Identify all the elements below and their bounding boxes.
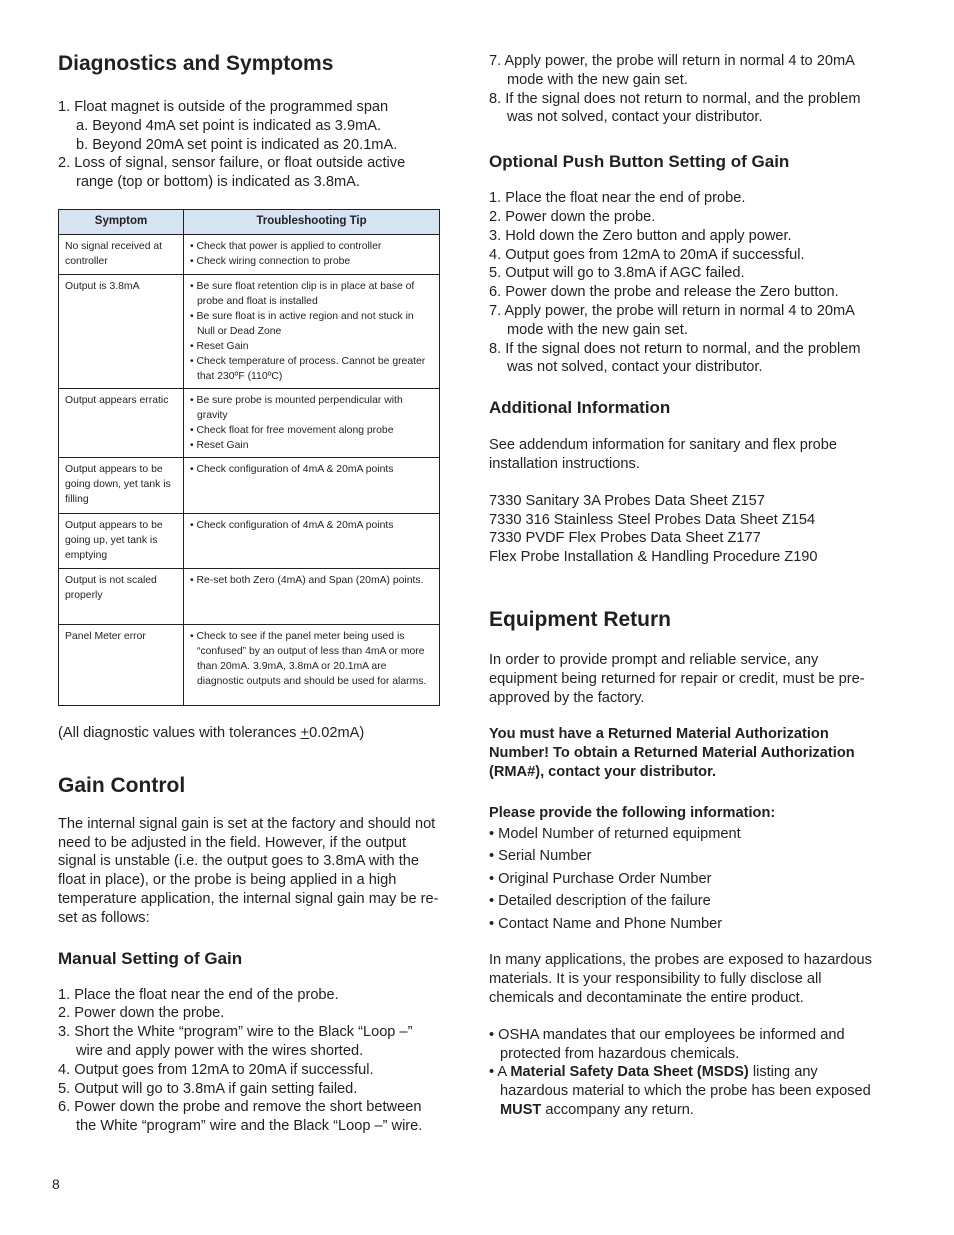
provide-info-list [489,823,879,936]
push-button-steps [489,189,879,377]
additional-info-paragraph: See addendum information for sanitary and flex probe installation instructions. [489,437,838,472]
tip-item: • Check wiring connection to probe [190,255,351,267]
hazard-paragraph: In many applications, the probes are exposed to hazardous materials. It is your responsibility to fully disclose all chemicals and decontaminate the entire product. [489,952,872,1007]
provide-item-text: Serial Number [498,848,592,865]
symptom-cell: Panel Meter error [59,624,184,705]
tip-item: • Check configuration of 4mA & 20mA points [190,463,394,475]
table-row [59,274,440,388]
push-step: 1. Place the float near the end of probe. [489,190,746,207]
tolerance-prefix: (All diagnostic values with tolerances [58,724,301,741]
diagnostic-subitem: a. Beyond 4mA set point is indicated as 3.9mA. [76,117,382,134]
table-row [59,388,440,457]
tip-item: • Check temperature of process. Cannot be greater that 230ºF (110ºC) [190,355,426,382]
msds-a: A [497,1064,511,1081]
tip-cell [184,274,440,388]
table-row [59,624,440,705]
tip-item: • Reset Gain [190,439,249,451]
tip-cell [184,624,440,705]
tip-cell [184,234,440,274]
osha-text: OSHA mandates that our employees be informed and protected from hazardous chemicals. [498,1026,845,1062]
left-column [58,48,442,1136]
push-step: 7. Apply power, the probe will return in normal 4 to 20mA mode with the new gain set. [489,302,855,338]
msds-bold: Material Safety Data Sheet (MSDS) [510,1064,749,1081]
gain-control-heading: Gain Control [58,773,186,797]
page-number: 8 [52,1176,60,1192]
tip-cell [184,513,440,568]
push-step: 5. Output will go to 3.8mA if AGC failed. [489,265,745,282]
msds-bullet: • A Material Safety Data Sheet (MSDS) listing any hazardous material to which the probe has been exposed MUST accompany any return. [489,1064,871,1119]
tip-item: • Be sure float is in active region and not stuck in Null or Dead Zone [190,310,414,337]
equipment-return-heading: Equipment Return [489,607,671,631]
manual-step: 3. Short the White “program” wire to the Black “Loop –” wire and apply power with the wires shorted. [58,1024,413,1059]
symptom-cell: Output appears to be going down, yet tank is filling [59,457,184,513]
tip-item: • Check that power is applied to controller [190,240,382,252]
push-button-heading: Optional Push Button Setting of Gain [489,152,790,172]
manual-step: 8. If the signal does not return to normal, and the problem was not solved, contact your distributor. [489,90,861,126]
rma-notice: You must have a Returned Material Authorization Number! To obtain a Returned Material Authorization (RMA#), contact your distributor. [489,726,855,780]
manual-step: 6. Power down the probe and remove the short between the White “program” wire and the Black “Loop –” wire. [58,1099,423,1135]
document-reference: 7330 Sanitary 3A Probes Data Sheet Z157 [489,492,765,509]
push-step: 8. If the signal does not return to normal, and the problem was not solved, contact your distributor. [489,340,861,376]
tip-item: • Check float for free movement along probe [190,424,394,436]
provide-item-text: Detailed description of the failure [498,893,711,910]
provide-item-text: Original Purchase Order Number [498,870,712,887]
manual-step: 4. Output goes from 12mA to 20mA if successful. [58,1061,374,1078]
manual-step: 7. Apply power, the probe will return in normal 4 to 20mA mode with the new gain set. [489,53,855,88]
tip-item: • Re-set both Zero (4mA) and Span (20mA) points. [190,574,424,586]
symptom-cell: Output is not scaled properly [59,568,184,624]
symptom-header: Symptom [59,209,184,234]
table-row [59,457,440,513]
table-row [59,234,440,274]
diagnostic-item: 2. Loss of signal, sensor failure, or float outside active range (top or bottom) is indicated as 3.8mA. [58,155,406,191]
tip-cell [184,457,440,513]
additional-info-heading: Additional Information [489,398,671,418]
additional-docs-list [489,492,879,567]
manual-steps-continued [489,52,879,127]
provide-info-heading: Please provide the following information: [489,804,776,821]
push-step: 4. Output goes from 12mA to 20mA if successful. [489,246,805,263]
provide-item: • Serial Number [489,848,592,865]
symptom-cell: Output is 3.8mA [59,274,184,388]
manual-gain-heading: Manual Setting of Gain [58,948,243,968]
osha-bullet: • OSHA mandates that our employees be informed and protected from hazardous chemicals. [489,1026,845,1062]
diagnostics-heading: Diagnostics and Symptoms [58,52,334,75]
tip-item: • Check configuration of 4mA & 20mA points [190,519,394,531]
plus-minus-sign: + [300,724,310,741]
manual-step: 2. Power down the probe. [58,1005,225,1022]
symptom-cell: No signal received at controller [59,234,184,274]
tolerance-note [58,724,442,743]
tip-cell [184,568,440,624]
tip-item: • Reset Gain [190,340,249,352]
provide-item-text: Contact Name and Phone Number [498,915,723,932]
tip-header: Troubleshooting Tip [184,209,440,234]
provide-item: • Original Purchase Order Number [489,870,712,887]
manual-steps-list [58,986,442,1136]
push-step: 3. Hold down the Zero button and apply power. [489,227,792,244]
troubleshooting-table [58,209,440,706]
diagnostic-subitem: b. Beyond 20mA set point is indicated as 20.1mA. [76,136,398,153]
msds-end: accompany any return. [541,1102,694,1119]
equipment-return-paragraph: In order to provide prompt and reliable service, any equipment being returned for repair or credit, must be pre-approved by the factory. [489,651,865,706]
msds-must: MUST [500,1102,542,1119]
tolerance-suffix: 0.02mA) [309,724,365,741]
push-step: 6. Power down the probe and release the Zero button. [489,284,839,301]
tip-item: • Check to see if the panel meter being used is “confused” by an output of less than 4mA or more than 20mA. 3.9mA, 3.8mA or 20.1mA are diagnostic outputs and should be used for alarms. [190,630,427,687]
symptom-cell: Output appears erratic [59,388,184,457]
table-row [59,513,440,568]
document-reference: 7330 316 Stainless Steel Probes Data Sheet Z154 [489,511,816,528]
gain-control-paragraph: The internal signal gain is set at the factory and should not need to be adjusted in the field. However, if the output signal is unstable (i.e. the output goes to 3.8mA with the float in place), or the probe is being applied in a high temperature application, the internal signal gain may be re-set as follows: [58,815,439,926]
tip-item: • Be sure probe is mounted perpendicular with gravity [190,394,403,421]
provide-item: • Contact Name and Phone Number [489,915,723,932]
tip-item: • Be sure float retention clip is in place at base of probe and float is installed [190,280,415,307]
provide-item: • Model Number of returned equipment [489,825,741,842]
table-row [59,568,440,624]
msds-mid: listing any hazardous material to which the probe has been exposed [500,1064,871,1100]
manual-step: 1. Place the float near the end of the probe. [58,986,339,1003]
diagnostics-list [58,98,442,192]
symptom-cell: Output appears to be going up, yet tank is emptying [59,513,184,568]
tip-cell [184,388,440,457]
diagnostic-item: 1. Float magnet is outside of the programmed span [58,99,389,115]
provide-item: • Detailed description of the failure [489,893,711,910]
right-column [489,48,879,1120]
push-step: 2. Power down the probe. [489,208,656,225]
manual-step: 5. Output will go to 3.8mA if gain setting failed. [58,1080,358,1097]
document-reference: Flex Probe Installation & Handling Procedure Z190 [489,549,818,566]
provide-item-text: Model Number of returned equipment [498,825,741,842]
document-reference: 7330 PVDF Flex Probes Data Sheet Z177 [489,530,761,547]
table-header-row [59,209,440,234]
